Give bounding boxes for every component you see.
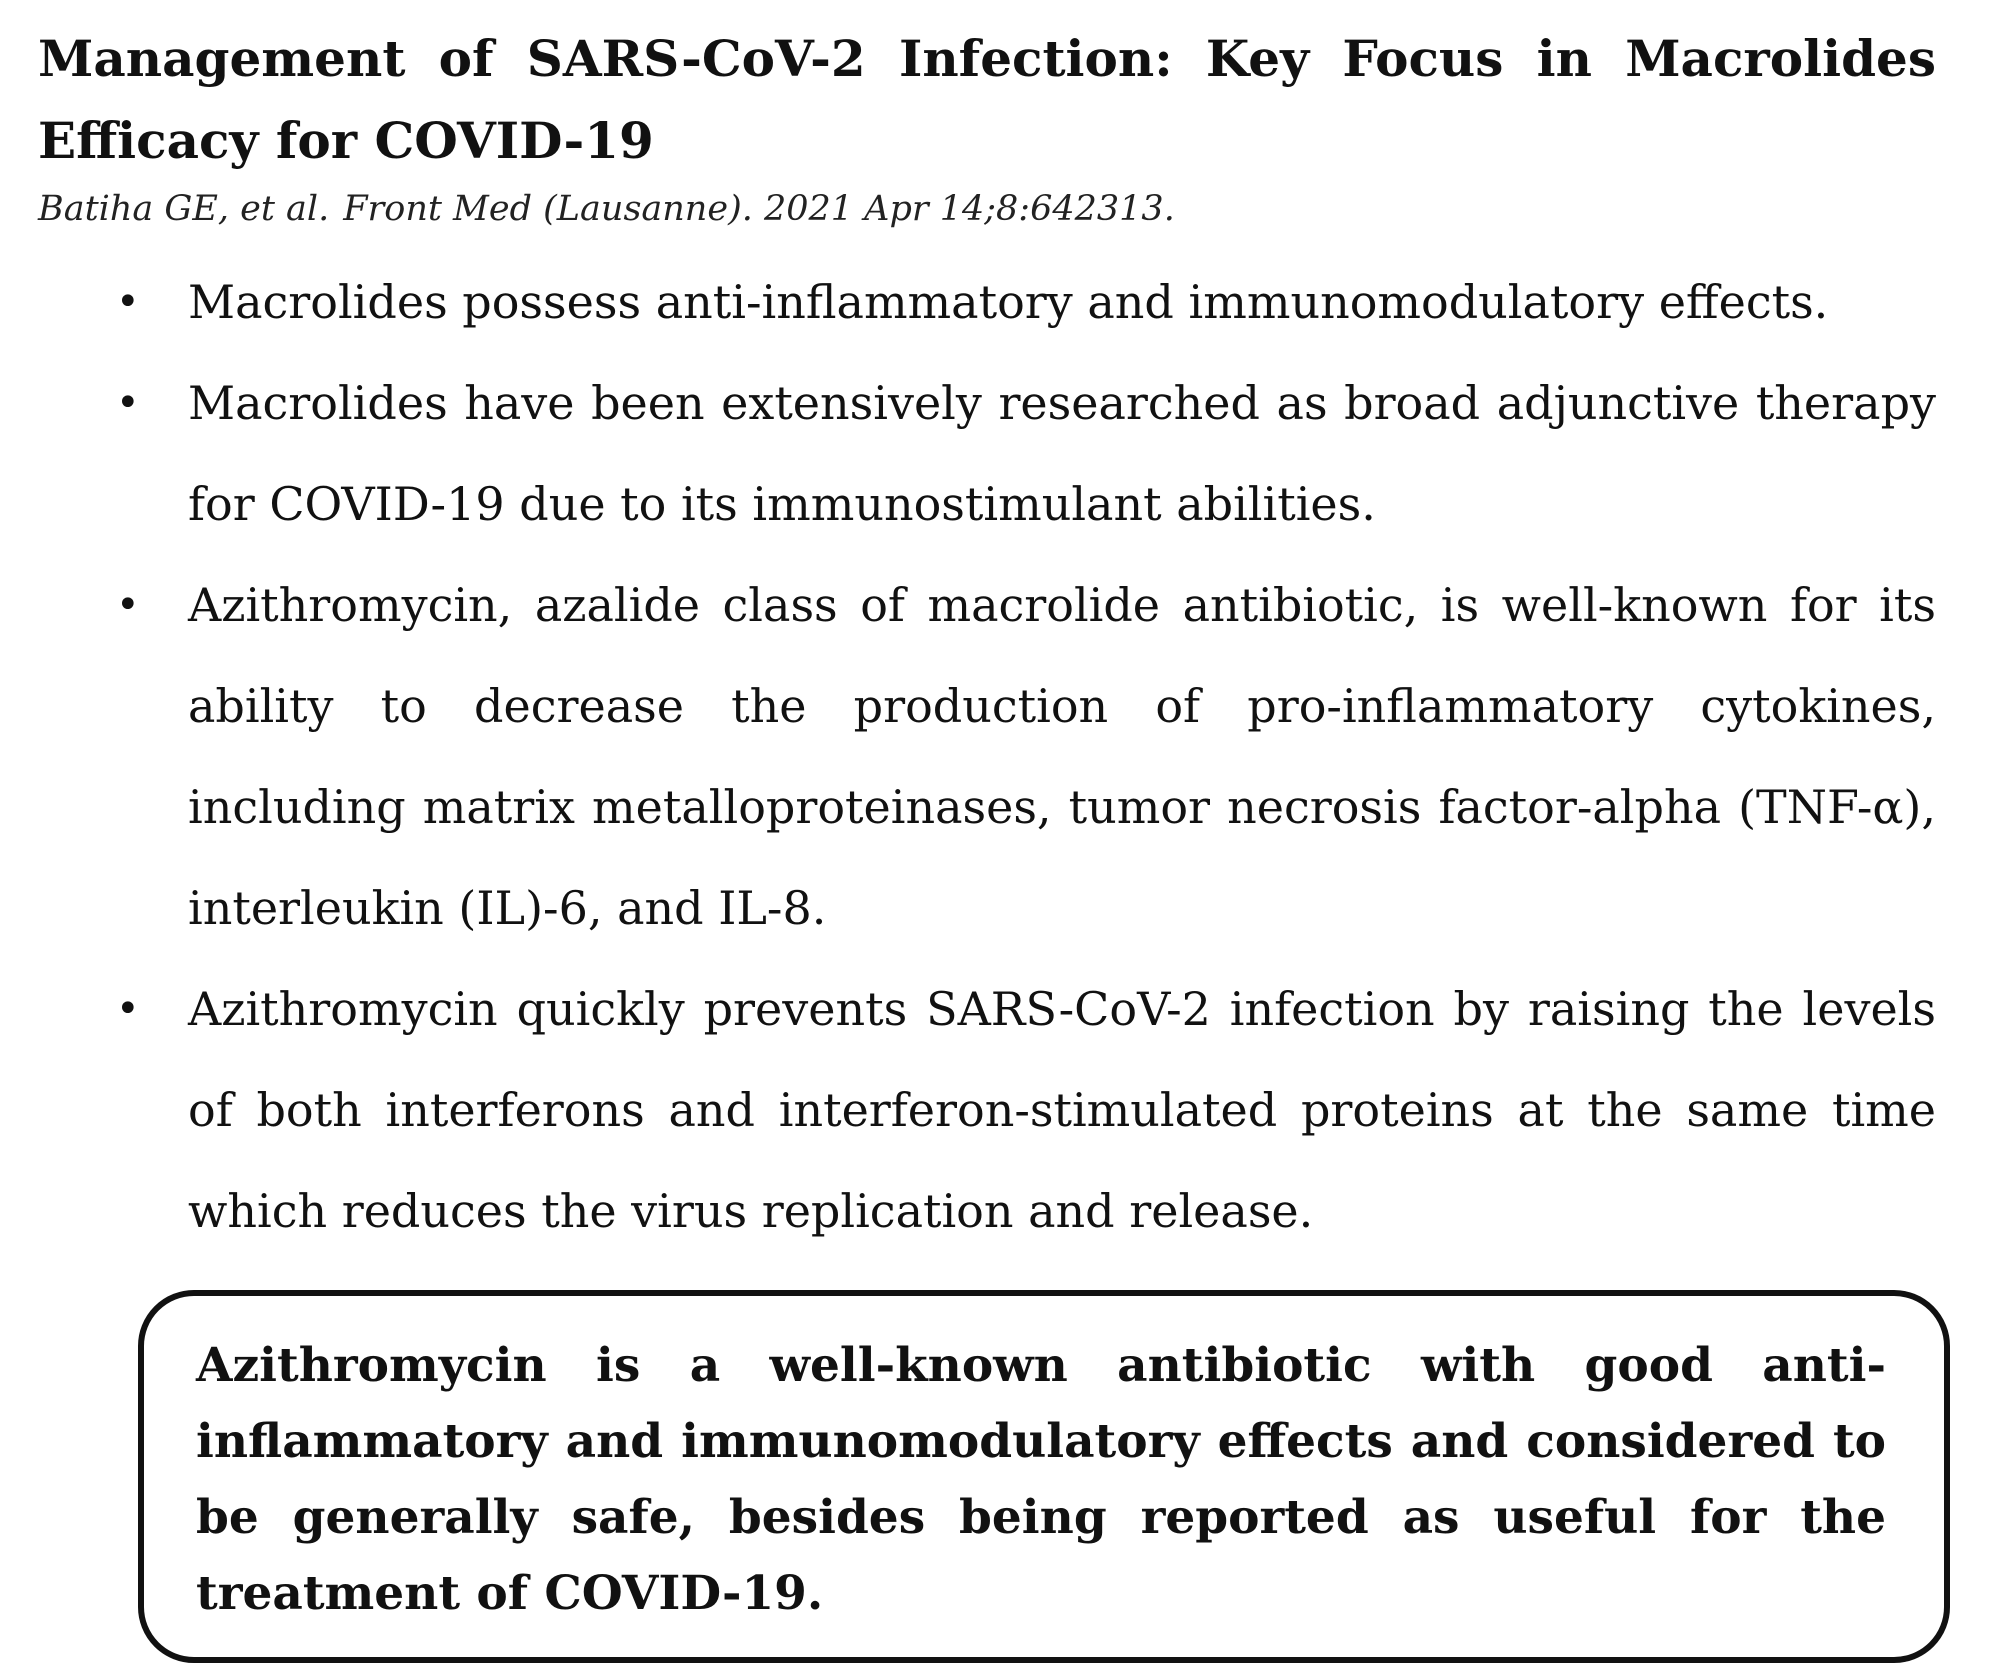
- bullet-icon: •: [116, 582, 140, 628]
- bullet-item: [38, 353, 1936, 555]
- summary-box: [138, 1290, 1950, 1663]
- bullet-text: Macrolides possess anti-inflammatory and immunomodulatory effects.: [188, 275, 1829, 329]
- bullet-item: [38, 252, 1936, 353]
- document-page: [38, 18, 1936, 1262]
- bullet-icon: •: [116, 986, 140, 1032]
- bullet-item: [38, 555, 1936, 959]
- citation-authors: Batiha GE, et al.: [38, 189, 330, 229]
- bullet-text: Macrolides have been extensively researched as broad adjunctive therapy for COVID-19 due to its immunostimulant abilities.: [188, 376, 1936, 531]
- citation: [38, 184, 1936, 234]
- document-title: Management of SARS-CoV-2 Infection: Key Focus in Macrolides Efficacy for COVID-19: [38, 29, 1936, 170]
- summary-text: Azithromycin is a well-known antibiotic with good anti-inflammatory and immunomodulatory effects and considered to be generally safe, besides being reported as useful for the treatment of COVID-19.: [196, 1338, 1886, 1621]
- bullet-item: [38, 959, 1936, 1262]
- bullet-icon: •: [116, 380, 140, 426]
- bullet-icon: •: [116, 279, 140, 325]
- bullet-text: Azithromycin quickly prevents SARS-CoV-2 infection by raising the levels of both interferons and interferon-stimulated proteins at the same time which reduces the virus replication and release.: [188, 982, 1936, 1238]
- bullet-text: Azithromycin, azalide class of macrolide antibiotic, is well-known for its ability to decrease the production of pro-inflammatory cytokines, including matrix metalloproteinases, tumor necrosis factor-alpha (TNF-α), interleukin (IL)-6, and IL-8.: [188, 578, 1936, 935]
- bullet-list: [38, 252, 1936, 1262]
- citation-source: Front Med (Lausanne). 2021 Apr 14;8:642313.: [343, 189, 1175, 229]
